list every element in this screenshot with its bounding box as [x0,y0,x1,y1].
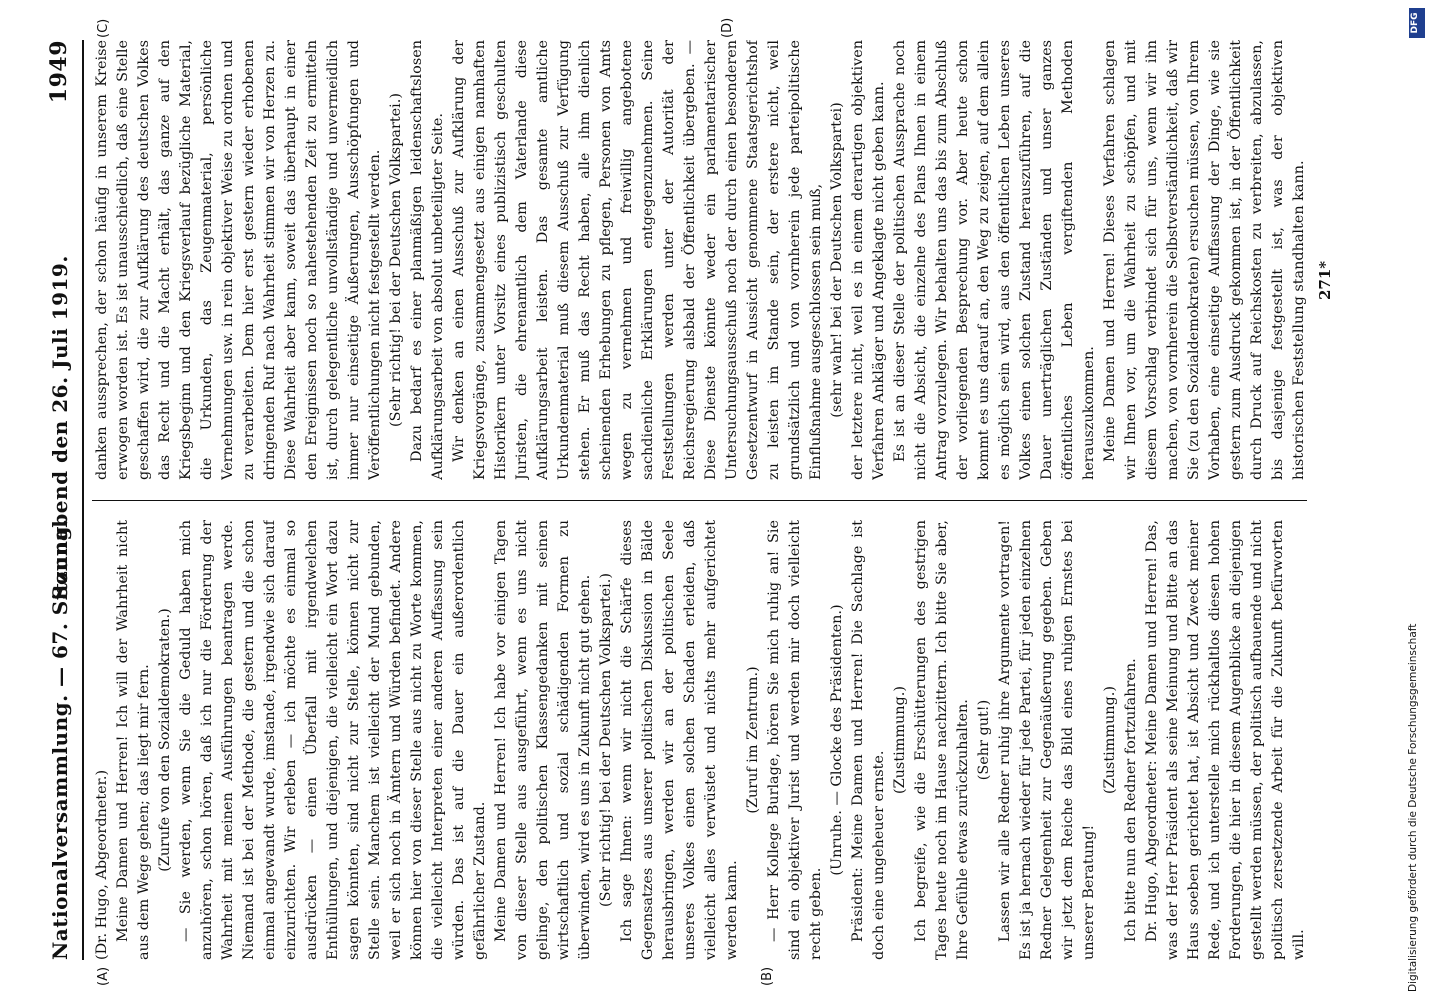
paragraph: Ich bitte nun den Redner fortzufahren. [1123,658,1139,942]
digitization-credit [1395,8,1431,992]
paragraph: Ich sage Ihnen: wenn wir nicht die Schärfe dieses Gegensatzes aus unserer politischen Diskussion in Bälde herausbringen, werden wir an der politischen Seele unseres Volkes einen solchen Schaden erleiden, daß vielleicht alles verwüstet und nichts mehr aufgerichtet werden kann. [619,520,740,960]
paragraph: Wir denken an einen Ausschuß zur Aufklärung der Kriegsvorgänge, zusammengesetzt aus einigen namhaften Historikern unter Vorsitz eines publizistisch geschulten Juristen, die ehrenamtlich dem Vaterlande diese Aufklärungsarbeit leisten. Das gesamte amtliche Urkundenmaterial muß diesem Ausschuß zur Verfügung stehen. Er muß das Recht haben, alle ihm dienlich scheinenden Erhebungen zu pflegen, Personen von Amts wegen zu vernehmen und freiwillig angebotene sachdienliche Erklärungen entgegenzunehmen. Seine Feststellungen werden unter der Autorität der Reichsregierung alsbald der Öffentlichkeit übergeben. — Diese Dienste könnte weder ein parlamentarischer Untersuchungsausschuß noch der durch einen besonderen Gesetzentwurf in Aussicht genommene Staatsgerichtshof zu leisten im Stande sein, der erstere nicht, weil grundsätzlich und von vornherein jede parteipolitische Einflußnahme ausgeschlossen sein muß, [451,40,824,480]
page-number: 1949 [46,40,72,104]
header-date: Sonnabend den 26. Juli 1919. [48,255,72,600]
paragraph: Es ist an dieser Stelle der politischen Aussprache noch nicht die Absicht, die einzelne des Plans Ihnen in einem Antrag vorzulegen. Wir behalten uns das bis zum Abschluß der vorliegenden Besprechung vor. Aber heute schon kommt es uns darauf an, den Weg zu zeigen, auf dem allein es möglich sein wird, aus den öffentlichen Leben unseres Volkes einen solchen Zustand herauszuführen, auf die Dauer unerträglichen Zuständen und unser ganzes öffentliches Leben vergiftenden Methoden herauszukommen. [892,40,1097,480]
margin-marker-d: (D) [720,17,735,38]
paragraph: (Zurufe von den Sozialdemokraten.) [157,608,173,872]
paragraph: Präsident: Meine Damen und Herren! Die Sachlage ist doch eine ungeheuer ernste. [850,520,887,960]
paragraph: Dazu bedarf es einer planmäßigen leidenschaftslosen Aufklärungsarbeit von absolut unbeteiligter Seite. [409,40,446,480]
paragraph: (Zustimmung.) [1102,686,1118,794]
paragraph: — Sie werden, wenn Sie die Geduld haben mich anzuhören, schon hören, daß ich nur die Förderung der Wahrheit mit meinen Ausführungen beantragen werde. Niemand ist bei der Methode, die gestern und die schon einmal angewandt wurde, imstande, irgendwie sich darauf einzurichten. Wir erleben — ich möchte es einmal so ausdrücken — einen Überfall mit irgendwelchen Enthüllungen, und diejenigen, die vielleicht ein Wort dazu sagen könnten, sind nicht zur Stelle, können nicht zur Stelle sein. Manchem ist vielleicht der Mund gebunden, weil er sich noch in Ämtern und Würden befindet. Andere können hier von dieser Stelle aus nicht zu Worte kommen, die vielleicht Interpreten einer anderen Auffassung sein würden. Das ist auf die Dauer ein außerordentlich gefährlicher Zustand. [178,520,488,960]
sheet-number: 271* [1316,260,1334,300]
credit-text: Digitalisierung gefördert durch die Deutsche Forschungsgemeinschaft [1407,623,1419,992]
page-header [44,40,78,960]
paragraph: (Sehr gut!) [976,699,992,781]
header-session: Nationalversammlung. — 67. Sitzung. [48,518,72,960]
header-rule [82,40,84,960]
text-column-left [92,520,1307,960]
margin-marker-a: (A) [96,966,111,986]
paragraph: — Herr Kollege Burlage, hören Sie mich ruhig an! Sie sind ein objektiver Jurist und werden mir doch vielleicht recht geben. [766,520,824,960]
paragraph: (Dr. Hugo, Abgeordneter.) [94,769,110,960]
paragraph: danken aussprechen, der schon häufig in unserem Kreise erwogen worden ist. Es ist unausschiedlich, daß eine Stelle geschaffen wird, die zur Aufklärung des deutschen Volkes das Recht und die Macht erhält, das ganze auf den Kriegsbeginn und den Kriegsverlauf bezügliche Material, die Urkunden, das Zeugenmaterial, persönliche Vernehmungen usw. in rein objektiver Weise zu ordnen und zu verarbeiten. Dem hier erst gestern wieder erhobenen dringenden Ruf nach Wahrheit stimmen wir von Herzen zu. Diese Wahrheit aber kann, soweit das überhaupt in einer den Ereignissen noch so nahestehenden Zeit zu ermitteln ist, durch gelegentliche unvollständige und unvermeidlich immer nur einseitige Äußerungen, Ausschöpfungen und Veröffentlichungen nicht festgestellt werden. [94,40,383,480]
paragraph: (Zustimmung.) [892,686,908,794]
paragraph: Meine Damen und Herren! Dieses Verfahren schlagen wir Ihnen vor, um die Wahrheit zu schöpfen, und mit diesem Vorschlag verbindet sich für uns, wenn wir ihn machen, von vornherein die Selbstverständlichkeit, daß wir Sie (zu den Sozialdemokraten) ersuchen müssen, von Ihrem Vorhaben, eine einseitige Auffassung der Dinge, wie sie gestern zum Ausdruck gekommen ist, in der Öffentlichkeit durch Druck auf Reichskosten zu verbreiten, abzulassen, bis dasjenige festgestellt ist, was der objektiven historischen Feststellung standhalten kann. [1102,40,1307,480]
paragraph: (Unruhe. — Glocke des Präsidenten.) [829,604,845,876]
paragraph: Lassen wir alle Redner ruhig ihre Argumente vortragen! Es ist ja hernach wieder für jede Partei, für jeden einzelnen Redner Gelegenheit zur Gegenäußerung gegeben. Geben wir jetzt dem Reiche das Bild eines ruhigen Ernstes bei unserer Beratung! [997,520,1097,960]
margin-marker-c: (C) [96,18,111,38]
paragraph: (Sehr richtig! bei der Deutschen Volkspartei.) [388,93,404,427]
paragraph: Ich begreife, wie die Erschütterungen des gestrigen Tages heute noch im Hause nachzittern. Ich bitte Sie aber, Ihre Gefühle etwas zurückzuhalten. [913,520,971,960]
paragraph: (Zuruf im Zentrum.) [745,666,761,814]
paragraph: Dr. Hugo, Abgeordneter: Meine Damen und Herren! Das, was der Herr Präsident als seine Meinung und Bitte an das Haus soeben gerichtet hat, ist Absicht und Zweck meiner Rede, und ich unterstelle mich rückhaltlos diesen hohen Forderungen, die hier in diesem Augenblicke an diejenigen gestellt werden müssen, der politisch aufbauende und nicht politisch zersetzende Arbeit für die Zukunft befürworten will. [1144,520,1307,960]
paragraph: (Sehr richtig! bei der Deutschen Volkspartei.) [598,573,614,907]
paragraph: der letztere nicht, weil es in einem derartigen objektiven Verfahren Ankläger und Angeklagte nicht geben kann. [850,40,887,480]
paragraph: Meine Damen und Herren! Ich habe vor einigen Tagen von dieser Stelle aus ausgeführt, wenn es uns nicht gelinge, den politischen Klassengedanken mit seinen wirtschaftlich und sozial schädigenden Formen zu überwinden, wird es uns in Zukunft nicht gut gehen. [493,520,593,960]
column-divider [92,500,1307,501]
paragraph: Meine Damen und Herren! Ich will der Wahrheit nicht aus dem Wege gehen; das liegt mir fern. [115,520,152,960]
text-column-right [92,40,1307,480]
margin-marker-b: (B) [760,966,775,986]
dfg-logo: DFG [1409,8,1425,38]
paragraph: (sehr wahr! bei der Deutschen Volkspartei) [829,102,845,418]
